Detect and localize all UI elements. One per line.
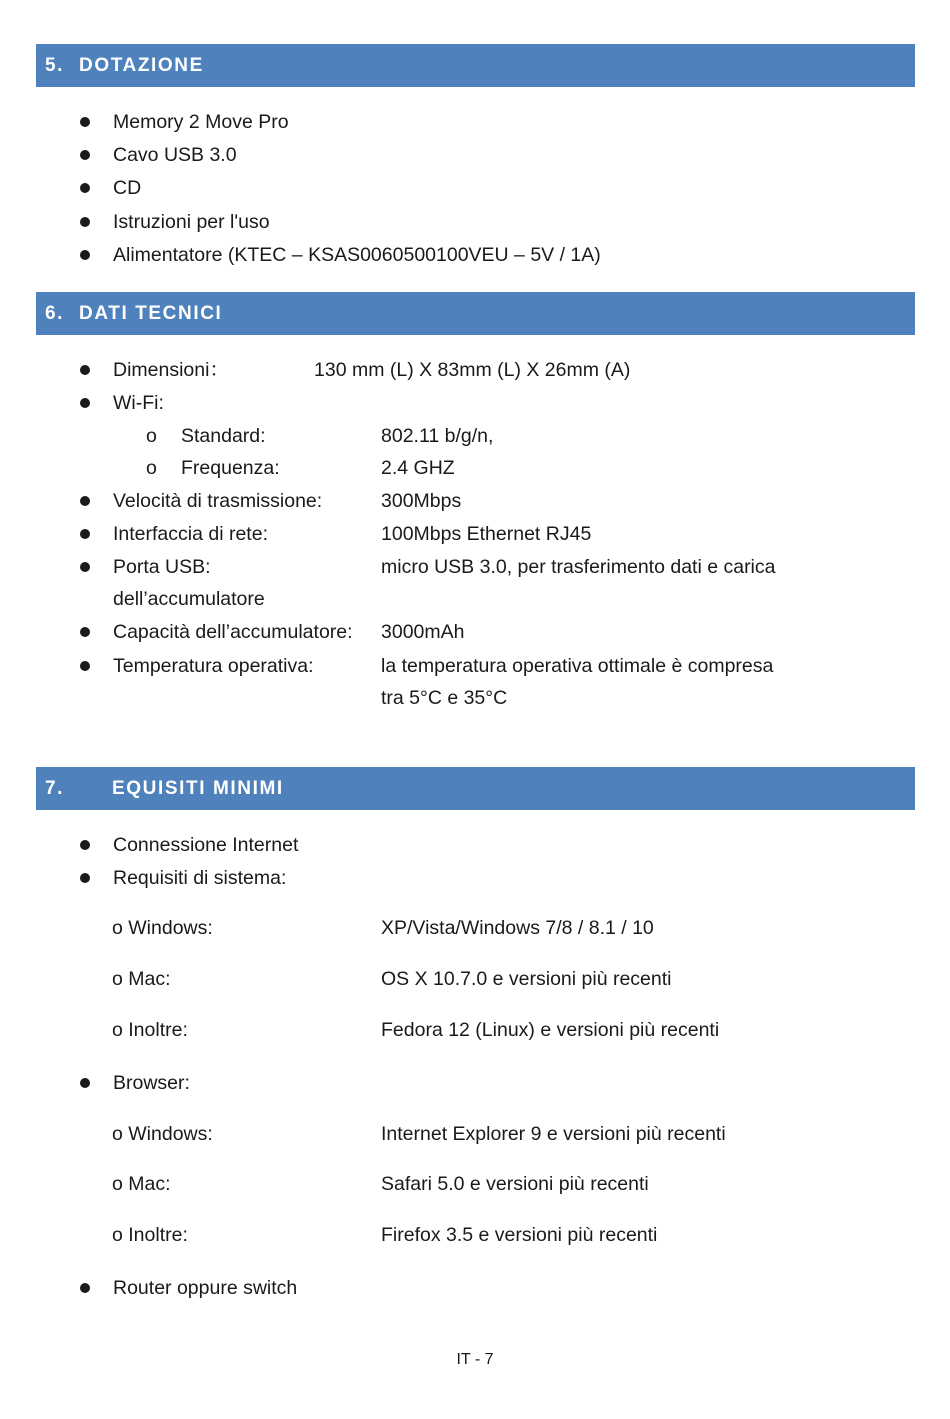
list-item: Memory 2 Move Pro [113,111,289,133]
spec-value-temperatura-cont: tra 5°C e 35°C [381,687,508,709]
bullet [80,365,90,375]
bullet [80,1078,90,1088]
req-br-windows-label: o Windows: [112,1123,213,1145]
bullet [80,840,90,850]
sub-bullet: o [146,425,157,447]
spec-value-porta-cont: dell’accumulatore [113,588,265,610]
req-br-mac-value: Safari 5.0 e versioni più recenti [381,1173,649,1195]
page-number: IT - 7 [456,1351,494,1368]
section-number: 6. [45,302,65,324]
bullet [80,217,90,227]
req-browser: Browser: [113,1072,190,1094]
bullet [80,398,90,408]
spec-label-standard: Standard: [181,425,266,447]
bullet [80,250,90,260]
section-5-header [36,44,915,87]
section-title: EQUISITI MINIMI [112,777,284,799]
req-sys-windows-label: o Windows: [112,917,213,939]
bullet [80,496,90,506]
list-item: Cavo USB 3.0 [113,144,237,166]
bullet [80,183,90,193]
req-router: Router oppure switch [113,1277,298,1299]
req-sys-windows-value: XP/Vista/Windows 7/8 / 8.1 / 10 [381,917,654,939]
req-sys-mac-label: o Mac: [112,968,171,990]
list-item: CD [113,177,142,199]
bullet [80,627,90,637]
req-br-mac-label: o Mac: [112,1173,171,1195]
section-6-header [36,292,915,335]
req-br-windows-value: Internet Explorer 9 e versioni più recenti [381,1123,726,1145]
list-item: Istruzioni per l'uso [113,211,270,233]
spec-label-wifi: Wi-Fi: [113,392,164,414]
bullet [80,873,90,883]
list-item: Alimentatore (KTEC – KSAS0060500100VEU – 5V / 1A) [113,244,601,266]
spec-label-porta: Porta USB: [113,556,211,578]
spec-label-temperatura: Temperatura operativa: [113,655,314,677]
bullet [80,1283,90,1293]
spec-label-frequenza: Frequenza: [181,457,280,479]
section-number: 5. [45,54,65,76]
spec-value-temperatura: la temperatura operativa ottimale è compresa [381,655,774,677]
spec-value-velocita: 300Mbps [381,490,462,512]
spec-label-capacita: Capacità dell’accumulatore: [113,621,353,643]
spec-value-standard: 802.11 b/g/n, [381,425,494,447]
bullet [80,661,90,671]
bullet [80,150,90,160]
spec-value-interfaccia: 100Mbps Ethernet RJ45 [381,523,592,545]
req-sys-inoltre-value: Fedora 12 (Linux) e versioni più recenti [381,1019,720,1041]
req-internet: Connessione Internet [113,834,299,856]
section-title: DATI TECNICI [79,302,223,324]
spec-label-velocita: Velocità di trasmissione: [113,490,323,512]
section-number: 7. [45,777,65,799]
bullet [80,529,90,539]
bullet [80,117,90,127]
req-br-inoltre-label: o Inoltre: [112,1224,188,1246]
spec-value-porta: micro USB 3.0, per trasferimento dati e carica [381,556,776,578]
spec-value-frequenza: 2.4 GHZ [381,457,455,479]
sub-bullet: o [146,457,157,479]
spec-value-dimensioni: 130 mm (L) X 83mm (L) X 26mm (A) [314,359,631,381]
bullet [80,562,90,572]
req-br-inoltre-value: Firefox 3.5 e versioni più recenti [381,1224,658,1246]
req-sys-inoltre-label: o Inoltre: [112,1019,188,1041]
spec-label-interfaccia: Interfaccia di rete: [113,523,268,545]
req-sistema: Requisiti di sistema: [113,867,287,889]
spec-value-capacita: 3000mAh [381,621,465,643]
section-7-header [36,767,915,810]
req-sys-mac-value: OS X 10.7.0 e versioni più recenti [381,968,672,990]
spec-label-dimensioni: Dimensioni： [113,359,229,381]
section-title: DOTAZIONE [79,54,204,76]
